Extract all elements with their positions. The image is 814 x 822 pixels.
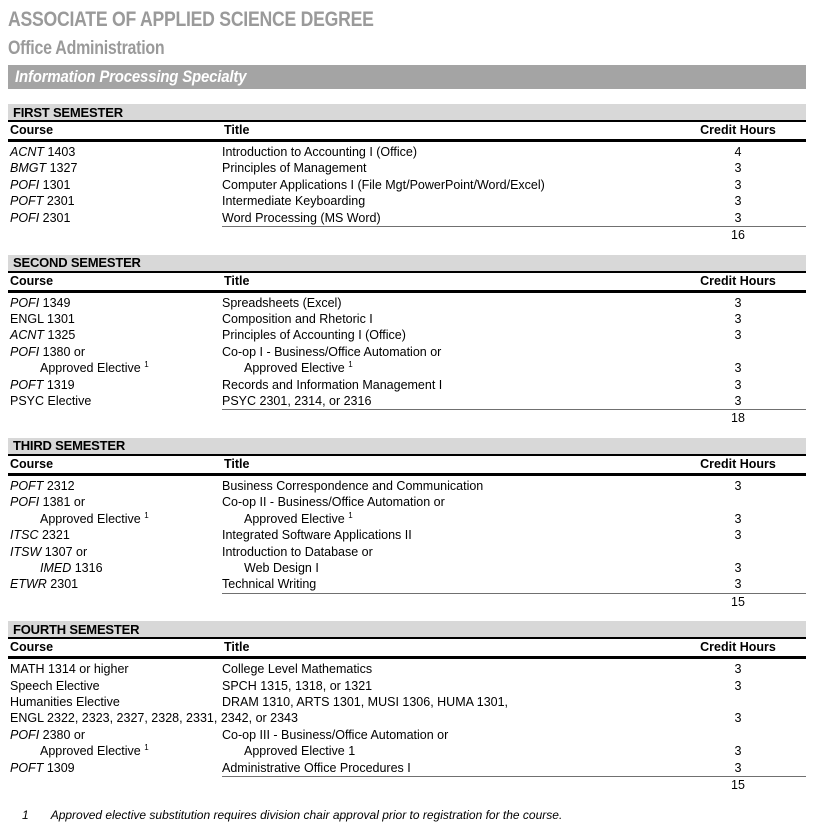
semester-section: [8, 438, 806, 610]
course-cell: [10, 327, 222, 343]
course-cell: [10, 694, 222, 710]
text-segment: 1349: [39, 295, 71, 310]
text-line: [10, 327, 222, 343]
text-segment: 2380 or: [39, 727, 86, 742]
footnote: [8, 808, 806, 822]
semester-total-value: 18: [731, 411, 745, 426]
text-line: [10, 177, 222, 193]
title-cell: [222, 478, 670, 494]
text-segment: 1380 or: [39, 344, 86, 359]
semester-total-row: [222, 593, 806, 611]
text-line: [222, 177, 670, 193]
table-row: [10, 160, 806, 176]
text-line: [222, 694, 670, 710]
title-cell: [222, 576, 670, 592]
course-cell: [10, 478, 222, 494]
text-segment: Records and Information Management I: [222, 377, 443, 392]
text-segment: Approved Elective: [40, 361, 145, 376]
text-segment: Spreadsheets (Excel): [222, 295, 342, 310]
table-row: [10, 144, 806, 160]
credits-cell: 3: [734, 177, 742, 192]
column-headers: [8, 456, 806, 476]
total-spacer: [222, 777, 670, 794]
text-line: [222, 678, 670, 694]
text-line: [222, 327, 670, 343]
semester-header: SECOND SEMESTER: [8, 255, 806, 273]
text-line: [10, 494, 222, 510]
text-line: [10, 527, 222, 543]
credits-cell: 3: [734, 361, 742, 376]
footnote-ref: 1: [144, 360, 149, 369]
column-header-title: Title: [224, 273, 250, 288]
semester-section: [8, 621, 806, 793]
text-segment: Principles of Accounting I (Office): [222, 328, 406, 343]
text-segment: Approved Elective 1: [244, 744, 356, 759]
column-header-title: Title: [224, 640, 250, 655]
course-cell: [10, 678, 222, 694]
footnote-ref: 1: [348, 360, 353, 369]
credits-cell: 3: [734, 295, 742, 310]
text-segment: 2301: [43, 194, 75, 209]
course-cell: [10, 494, 222, 527]
text-line: [222, 743, 670, 759]
text-line: [10, 511, 222, 527]
text-segment: 1309: [43, 760, 75, 775]
text-line: [10, 210, 222, 226]
semesters: [8, 104, 806, 794]
text-line: [10, 694, 222, 710]
text-line: [222, 295, 670, 311]
footnote-ref: 1: [144, 510, 149, 520]
text-segment: ENGL 1301: [10, 311, 75, 326]
text-segment: POFI: [10, 495, 40, 510]
text-segment: BMGT: [10, 161, 47, 176]
specialty-banner: [8, 65, 806, 89]
title-cell: [222, 494, 670, 527]
text-segment: Intermediate Keyboarding: [222, 194, 366, 209]
text-line: [222, 311, 670, 327]
text-segment: Business Correspondence and Communication: [222, 478, 484, 493]
table-row: [10, 678, 806, 694]
credits-cell: 3: [734, 511, 742, 526]
text-line: [222, 160, 670, 176]
column-header-title: Title: [224, 123, 250, 137]
text-segment: PSYC 2301, 2314, or 2316: [222, 393, 372, 408]
table-row: [10, 177, 806, 193]
spanning-line-cell: [10, 710, 670, 726]
total-spacer: [222, 227, 670, 244]
text-line: [222, 144, 670, 160]
text-segment: 1316: [71, 560, 103, 575]
text-line: [10, 360, 222, 376]
text-line: [222, 661, 670, 677]
text-segment: 1381 or: [39, 495, 86, 510]
table-body: [8, 659, 806, 776]
title-cell: [222, 661, 670, 677]
text-segment: Principles of Management: [222, 161, 367, 176]
course-cell: [10, 210, 222, 226]
title-cell: [222, 193, 670, 209]
text-line: [10, 727, 222, 743]
text-line: [10, 160, 222, 176]
text-line: [10, 377, 222, 393]
table-row: [10, 393, 806, 409]
text-segment: 1403: [44, 145, 76, 159]
column-header-credits: Credit Hours: [700, 640, 776, 655]
text-segment: Web Design I: [244, 560, 319, 575]
title-cell: [222, 210, 670, 226]
text-segment: Co-op I - Business/Office Automation or: [222, 344, 442, 359]
text-segment: Speech Elective: [10, 678, 100, 693]
table-body: [8, 142, 806, 226]
text-line: [10, 144, 222, 160]
course-cell: [10, 144, 222, 160]
text-line: [10, 344, 222, 360]
total-spacer: [222, 594, 670, 611]
text-segment: 2301: [39, 210, 71, 225]
text-segment: ENGL 2322, 2323, 2327, 2328, 2331, 2342, or 2343: [10, 711, 298, 726]
program-title: Office Administration: [8, 38, 165, 59]
text-line: [10, 743, 222, 759]
text-segment: POFI: [10, 727, 40, 742]
credits-cell: 3: [734, 311, 742, 326]
column-header-course: Course: [10, 640, 54, 655]
credits-cell: 3: [734, 711, 742, 726]
table-row: [10, 344, 806, 377]
text-segment: POFT: [10, 377, 44, 392]
credits-cell: 3: [734, 328, 742, 343]
text-line: [222, 727, 670, 743]
text-line: [10, 576, 222, 592]
semester-header: THIRD SEMESTER: [8, 438, 806, 456]
table-row: [10, 760, 806, 776]
course-cell: [10, 544, 222, 577]
title-cell: [222, 311, 670, 327]
credits-cell: 3: [734, 560, 742, 575]
text-segment: POFI: [10, 177, 40, 192]
text-line: [10, 710, 670, 726]
text-segment: Introduction to Accounting I (Office): [222, 145, 418, 159]
course-cell: [10, 160, 222, 176]
text-segment: 1319: [43, 377, 75, 392]
title-cell: [222, 527, 670, 543]
course-cell: [10, 576, 222, 592]
text-segment: Integrated Software Applications II: [222, 528, 412, 543]
footnote-text: Approved elective substitution requires division chair approval prior to registration for the course.: [50, 807, 563, 822]
footnote-ref: 1: [348, 510, 353, 520]
course-cell: [10, 527, 222, 543]
text-segment: 1325: [44, 328, 76, 343]
credits-cell: 3: [734, 393, 742, 408]
text-segment: Co-op III - Business/Office Automation or: [222, 727, 449, 742]
total-spacer: [222, 410, 670, 427]
text-segment: 1301: [39, 177, 71, 192]
column-header-course: Course: [10, 273, 54, 288]
text-segment: Approved Elective: [40, 511, 145, 526]
title-cell: [222, 144, 670, 160]
credits-cell: 3: [734, 210, 742, 225]
table-row: [10, 210, 806, 226]
title-cell: [222, 544, 670, 577]
text-line: [222, 494, 670, 510]
text-line: [10, 193, 222, 209]
text-line: [222, 478, 670, 494]
column-headers: [8, 639, 806, 659]
text-line: [10, 560, 222, 576]
column-header-course: Course: [10, 123, 54, 137]
credits-cell: 3: [734, 760, 742, 775]
credits-cell: 3: [734, 194, 742, 209]
table-row: [10, 727, 806, 760]
table-row: [10, 576, 806, 592]
column-headers: [8, 122, 806, 142]
course-cell: [10, 177, 222, 193]
title-cell: [222, 694, 670, 710]
text-segment: PSYC Elective: [10, 393, 92, 408]
text-line: [222, 360, 670, 376]
footnote-ref: 1: [144, 743, 149, 753]
text-line: [10, 760, 222, 776]
text-segment: ETWR: [10, 577, 47, 592]
text-segment: Approved Elective: [244, 361, 349, 376]
text-segment: Approved Elective: [244, 511, 349, 526]
course-cell: [10, 295, 222, 311]
course-cell: [10, 344, 222, 377]
text-line: [222, 511, 670, 527]
title-cell: [222, 177, 670, 193]
text-line: [222, 544, 670, 560]
footnote-marker: 1: [22, 807, 29, 822]
column-headers: [8, 273, 806, 293]
text-segment: Computer Applications I (File Mgt/PowerPoint/Word/Excel): [222, 177, 545, 192]
credits-cell: 4: [734, 145, 742, 159]
column-header-course: Course: [10, 456, 54, 471]
text-line: [10, 311, 222, 327]
text-segment: College Level Mathematics: [222, 662, 373, 677]
table-row: [10, 494, 806, 527]
credits-cell: 3: [734, 744, 742, 759]
text-segment: ACNT: [10, 328, 45, 343]
table-row: [10, 327, 806, 343]
course-cell: [10, 760, 222, 776]
semester-header: FIRST SEMESTER: [8, 104, 806, 122]
text-segment: 2312: [43, 478, 75, 493]
text-segment: POFT: [10, 194, 44, 209]
semester-header: FOURTH SEMESTER: [8, 621, 806, 639]
semester-section: [8, 104, 806, 244]
table-body: [8, 293, 806, 410]
text-segment: Co-op II - Business/Office Automation or: [222, 495, 445, 510]
text-segment: POFT: [10, 760, 44, 775]
title-cell: [222, 760, 670, 776]
text-line: [222, 576, 670, 592]
text-segment: DRAM 1310, ARTS 1301, MUSI 1306, HUMA 1301,: [222, 695, 509, 710]
semester-total-row: [222, 226, 806, 244]
course-cell: [10, 661, 222, 677]
credits-cell: 3: [734, 528, 742, 543]
text-segment: Humanities Elective: [10, 695, 120, 710]
semester-total-value: 15: [731, 778, 745, 793]
text-line: [222, 760, 670, 776]
text-segment: 1307 or: [41, 544, 88, 559]
text-line: [10, 678, 222, 694]
table-row: [10, 661, 806, 677]
text-segment: SPCH 1315, 1318, or 1321: [222, 678, 373, 693]
text-segment: Composition and Rhetoric I: [222, 311, 373, 326]
text-segment: 1327: [46, 161, 78, 176]
column-header-credits: Credit Hours: [700, 456, 776, 471]
text-segment: 2301: [46, 577, 79, 592]
text-line: [222, 193, 670, 209]
credits-cell: 3: [734, 478, 742, 493]
text-line: [10, 661, 222, 677]
text-segment: Word Processing (MS Word): [222, 210, 381, 225]
text-segment: 2321: [38, 528, 70, 543]
table-row: [10, 193, 806, 209]
text-segment: POFT: [10, 478, 44, 493]
column-header-credits: Credit Hours: [700, 273, 776, 288]
course-cell: [10, 311, 222, 327]
table-row: [10, 295, 806, 311]
table-row: [10, 377, 806, 393]
text-segment: Administrative Office Procedures I: [222, 760, 411, 775]
text-line: [222, 344, 670, 360]
course-cell: [10, 193, 222, 209]
credits-cell: 3: [734, 577, 742, 592]
text-line: [222, 527, 670, 543]
semester-section: [8, 255, 806, 427]
text-segment: IMED: [40, 560, 72, 575]
title-cell: [222, 377, 670, 393]
semester-total-value: 16: [731, 228, 745, 243]
title-cell: [222, 327, 670, 343]
table-body: [8, 476, 806, 593]
column-header-credits: Credit Hours: [700, 123, 776, 137]
text-line: [222, 210, 670, 226]
credits-cell: 3: [734, 161, 742, 176]
semester-total-row: [222, 409, 806, 427]
text-segment: ITSW: [10, 544, 42, 559]
text-line: [10, 295, 222, 311]
text-segment: MATH 1314 or higher: [10, 662, 129, 677]
table-row: [10, 478, 806, 494]
text-segment: POFI: [10, 344, 40, 359]
title-cell: [222, 727, 670, 760]
text-segment: POFI: [10, 295, 40, 310]
title-cell: [222, 678, 670, 694]
degree-title: ASSOCIATE OF APPLIED SCIENCE DEGREE: [8, 8, 374, 31]
credits-cell: 3: [734, 678, 742, 693]
table-row: [10, 311, 806, 327]
text-line: [10, 544, 222, 560]
text-segment: ACNT: [10, 145, 45, 159]
credits-cell: 3: [734, 377, 742, 392]
text-line: [222, 377, 670, 393]
table-row: [10, 544, 806, 577]
table-row: [10, 694, 806, 727]
text-segment: Approved Elective: [40, 744, 145, 759]
text-line: [222, 393, 670, 409]
text-segment: Technical Writing: [222, 577, 317, 592]
text-line: [10, 478, 222, 494]
specialty-banner-label: Information Processing Specialty: [15, 67, 247, 86]
text-segment: Introduction to Database or: [222, 544, 373, 559]
title-cell: [222, 393, 670, 409]
credits-cell: 3: [734, 662, 742, 677]
course-cell: [10, 393, 222, 409]
title-cell: [222, 160, 670, 176]
text-line: [10, 393, 222, 409]
course-cell: [10, 377, 222, 393]
table-row: [10, 527, 806, 543]
title-cell: [222, 344, 670, 377]
column-header-title: Title: [224, 456, 250, 471]
semester-total-value: 15: [731, 594, 745, 609]
course-cell: [10, 727, 222, 760]
title-cell: [222, 295, 670, 311]
text-segment: POFI: [10, 210, 40, 225]
text-segment: ITSC: [10, 528, 39, 543]
text-line: [222, 560, 670, 576]
